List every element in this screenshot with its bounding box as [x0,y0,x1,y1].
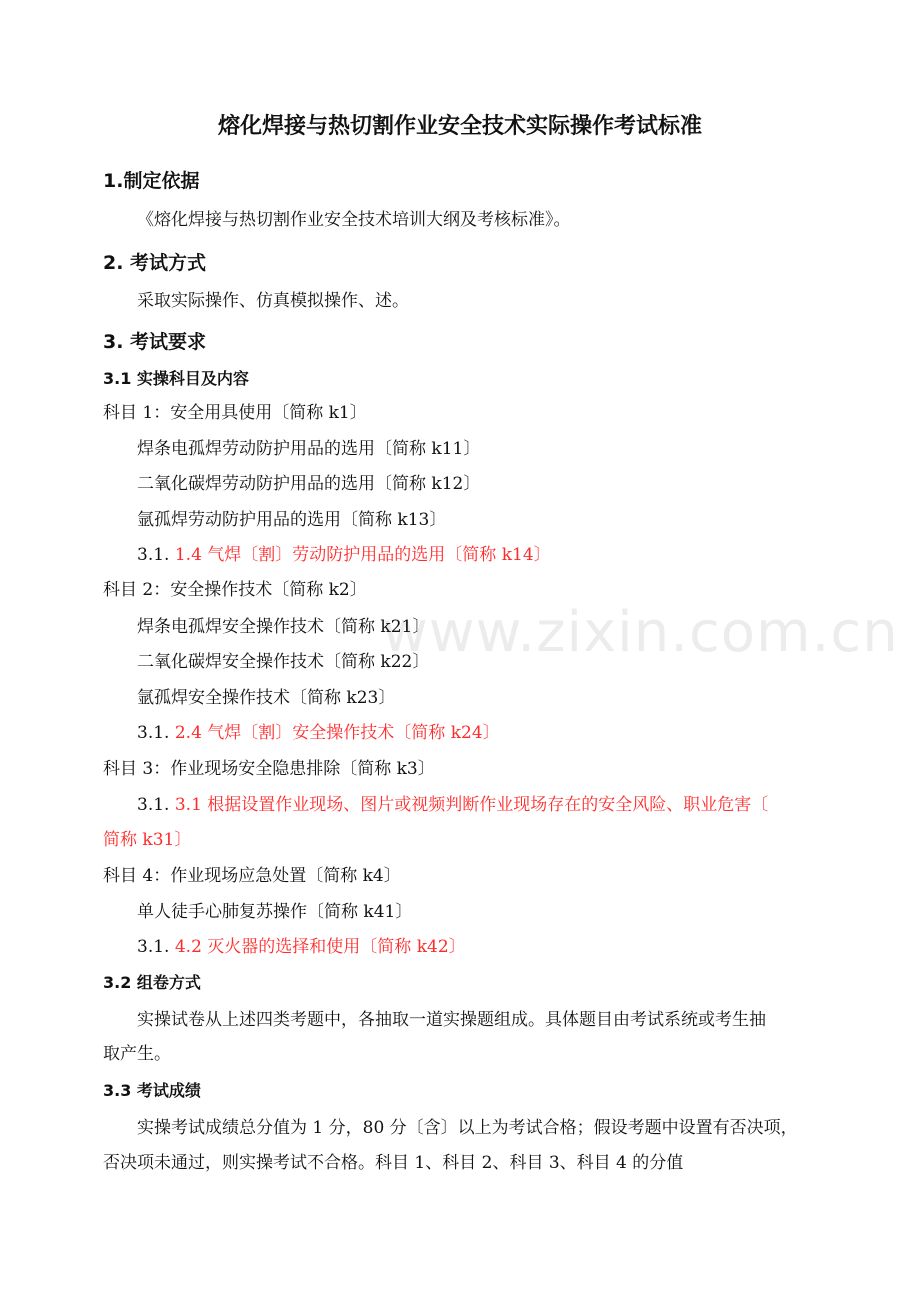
subject-3-title: 科目 3：作业现场安全隐患排除〔简称 k3〕 [103,759,435,779]
subject-1-item: 氩孤焊劳动防护用品的选用〔简称 k13〕 [137,510,447,530]
subsection-3-3-heading: 3.3 考试成绩 [103,1081,201,1100]
subsection-3-2-heading: 3.2 组卷方式 [103,973,201,992]
subject-2-title: 科目 2：安全操作技术〔简称 k2〕 [103,580,367,600]
numbered-prefix: 3.1. [137,937,170,957]
watermark: www.zixin.com.cn [382,600,899,665]
subsection-3-3-paragraph-line: 实操考试成绩总分值为 1 分，80 分〔含〕以上为考试合格；假设考题中设置有否决项， [137,1118,798,1138]
section-1-body: 《熔化焊接与热切割作业安全技术培训大纲及考核标准》。 [137,210,571,230]
numbered-prefix: 3.1. [137,795,170,815]
section-2-body: 采取实际操作、仿真模拟操作、述。 [137,291,409,311]
subsection-3-1-heading: 3.1 实操科目及内容 [103,369,249,388]
section-3-heading: 3. 考试要求 [103,331,207,353]
subject-2-item: 二氧化碳焊安全操作技术〔简称 k22〕 [137,652,430,672]
subsection-3-2-paragraph-line: 实操试卷从上述四类考题中，各抽取一道实操题组成。具体题目由考试系统或考生抽 [137,1010,766,1030]
subject-4-numbered-item [137,936,466,958]
section-1-heading: 1.制定依据 [103,170,200,192]
subject-1-numbered-item [137,544,551,566]
subject-2-item: 氩孤焊安全操作技术〔简称 k23〕 [137,688,396,708]
numbered-prefix: 3.1. [137,545,170,565]
highlighted-item-text: 2.4 气焊〔割〕安全操作技术〔简称 k24〕 [174,723,500,743]
highlighted-item-text-continued: 简称 k31〕 [103,830,192,850]
subsection-3-3-paragraph-line: 否决项未通过，则实操考试不合格。科目 1、科目 2、科目 3、科目 4 的分值 [103,1153,684,1173]
document-title: 熔化焊接与热切割作业安全技术实际操作考试标准 [217,114,702,139]
subject-1-item: 二氧化碳焊劳动防护用品的选用〔简称 k12〕 [137,474,481,494]
subject-2-numbered-item [137,722,500,744]
section-2-heading: 2. 考试方式 [103,252,207,274]
highlighted-item-text: 1.4 气焊〔割〕劳动防护用品的选用〔简称 k14〕 [174,545,551,565]
numbered-prefix: 3.1. [137,723,170,743]
subject-1-title: 科目 1：安全用具使用〔简称 k1〕 [103,403,367,423]
subsection-3-2-paragraph-line: 取产生。 [103,1044,171,1064]
subject-4-title: 科目 4：作业现场应急处置〔简称 k4〕 [103,866,401,886]
subject-4-item: 单人徒手心肺复苏操作〔简称 k41〕 [137,902,413,922]
highlighted-item-text: 4.2 灭火器的选择和使用〔简称 k42〕 [174,937,466,957]
subject-2-item: 焊条电孤焊安全操作技术〔简称 k21〕 [137,617,430,637]
subject-1-item: 焊条电孤焊劳动防护用品的选用〔简称 k11〕 [137,439,481,459]
highlighted-item-text: 3.1 根据设置作业现场、图片或视频判断作业现场存在的安全风险、职业危害〔 [174,795,769,815]
subject-3-numbered-item [137,794,768,816]
